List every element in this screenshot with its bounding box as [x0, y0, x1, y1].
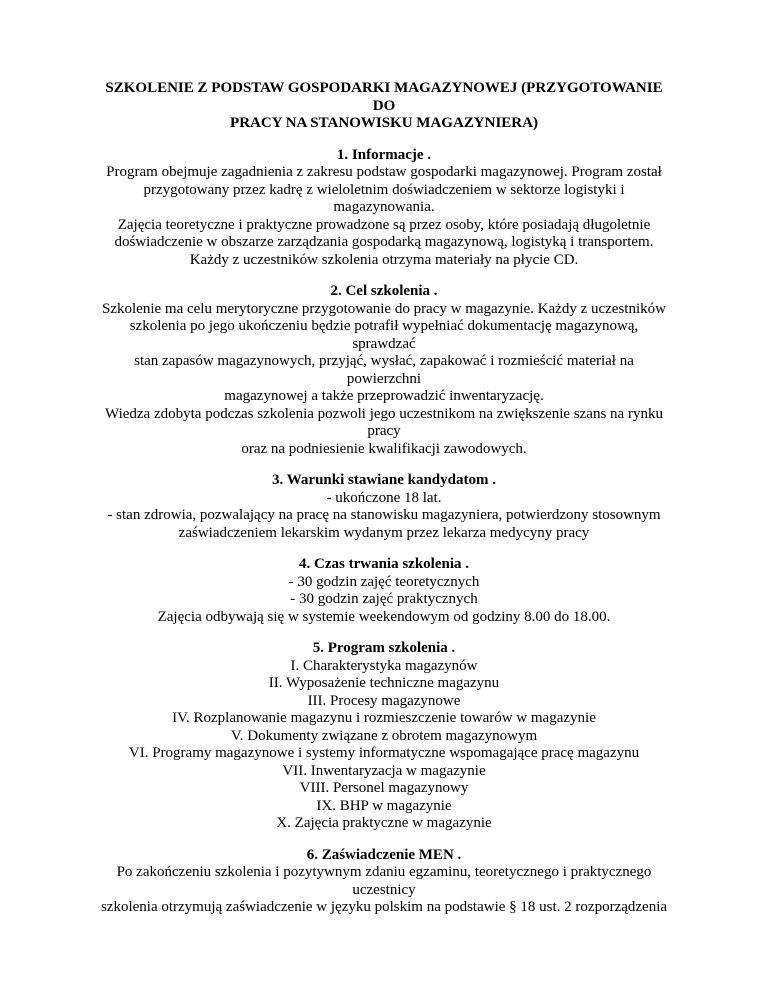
text-line: zaświadczeniem lekarskim wydanym przez lekarza medycyny pracy: [178, 524, 590, 541]
text-line: - 30 godzin zajęć teoretycznych: [288, 573, 480, 590]
list-item: VI. Programy magazynowe i systemy informatyczne wspomagające pracę magazynu: [128, 745, 640, 761]
text-line: doświadczenie w obszarze zarządzania gospodarką magazynową, logistyką i transportem.: [114, 234, 654, 250]
section-zaswiadczenie: [0, 847, 768, 917]
section-heading: 3. Warunki stawiane kandydatom .: [272, 472, 496, 488]
text-line: Zajęcia teoretyczne i praktyczne prowadzone są przez osoby, które posiadają długoletnie: [117, 216, 651, 233]
text-line: - ukończone 18 lat.: [326, 489, 442, 506]
section-heading: 2. Cel szkolenia .: [330, 283, 438, 299]
text-line: - 30 godzin zajęć praktycznych: [290, 591, 478, 607]
text-line: szkolenia po jego ukończeniu będzie potrafił wypełniać dokumentację magazynową,: [129, 318, 639, 334]
text-line: Szkolenie ma celu merytoryczne przygotowanie do pracy w magazynie. Każdy z uczestników: [102, 300, 666, 317]
list-item: X. Zajęcia praktyczne w magazynie: [276, 815, 492, 831]
title-line-3: PRACY NA STANOWISKU MAGAZYNIERA): [230, 115, 538, 131]
text-line: Program obejmuje zagadnienia z zakresu podstaw gospodarki magazynowej. Program został: [106, 164, 662, 180]
text-line: przygotowany przez kadrę z wieloletnim doświadczeniem w sektorze logistyki i: [143, 181, 625, 198]
list-item: I. Charakterystyka magazynów: [290, 657, 478, 674]
text-line: uczestnicy: [352, 881, 416, 898]
section-warunki: [0, 472, 768, 542]
section-heading: 4. Czas trwania szkolenia .: [299, 556, 469, 572]
title-line-2: DO: [372, 97, 396, 114]
text-line: stan zapasów magazynowych, przyjąć, wysłać, zapakować i rozmieścić materiał na: [134, 353, 634, 369]
text-line: Wiedza zdobyta podczas szkolenia pozwoli jego uczestnikom na zwiększenie szans na rynku: [105, 405, 663, 422]
list-item: II. Wyposażenie techniczne magazynu: [268, 675, 500, 691]
section-program: [0, 640, 768, 833]
list-item: V. Dokumenty związane z obrotem magazynowym: [230, 727, 538, 744]
section-heading: 6. Zaświadczenie MEN .: [306, 846, 462, 863]
list-item: VIII. Personel magazynowy: [299, 780, 469, 796]
section-informacje: [0, 147, 768, 270]
text-line: magazynowania.: [333, 199, 435, 215]
text-line: Zajęcia odbywają się w systemie weekendowym od godziny 8.00 do 18.00.: [157, 608, 611, 625]
text-line: Po zakończeniu szkolenia i pozytywnym zdaniu egzaminu, teoretycznego i praktycznego: [116, 864, 652, 880]
text-line: magazynowej a także przeprowadzić inwentaryzację.: [224, 388, 544, 404]
document-title: [64, 80, 704, 133]
text-line: pracy: [367, 423, 401, 439]
list-item: VII. Inwentaryzacja w magazynie: [282, 762, 486, 779]
section-czas-trwania: [0, 556, 768, 626]
title-line-1: SZKOLENIE Z PODSTAW GOSPODARKI MAGAZYNOWEJ (PRZYGOTOWANIE: [105, 80, 663, 96]
section-heading: 1. Informacje .: [336, 146, 432, 163]
text-line: sprawdzać: [352, 335, 416, 352]
list-item: IV. Rozplanowanie magazynu i rozmieszczenie towarów w magazynie: [172, 710, 596, 726]
text-line: oraz na podniesienie kwalifikacji zawodowych.: [241, 440, 527, 457]
text-line: - stan zdrowia, pozwalający na pracę na stanowisku magazyniera, potwierdzony stosownym: [107, 507, 661, 523]
section-cel-szkolenia: [0, 283, 768, 458]
text-line: powierzchni: [346, 370, 422, 387]
list-item: III. Procesy magazynowe: [307, 692, 461, 709]
text-line: Każdy z uczestników szkolenia otrzyma materiały na płycie CD.: [189, 251, 579, 268]
list-item: IX. BHP w magazynie: [316, 797, 452, 814]
text-line: szkolenia otrzymują zaświadczenie w języku polskim na podstawie § 18 ust. 2 rozporządzenia: [100, 899, 668, 915]
section-heading: 5. Program szkolenia .: [312, 640, 456, 656]
